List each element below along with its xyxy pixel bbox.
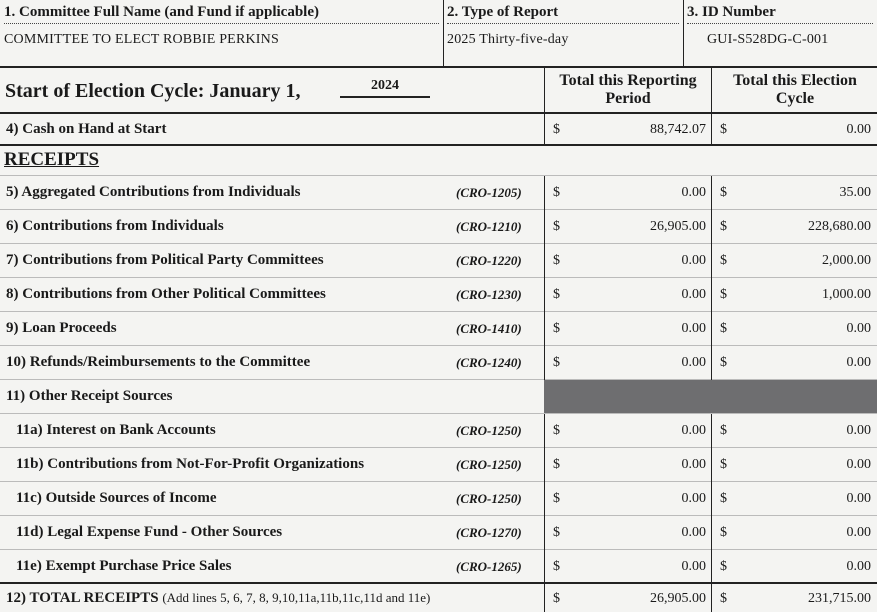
total-receipts-label: 12) TOTAL RECEIPTS bbox=[6, 590, 159, 606]
cycle-symbol: $ bbox=[720, 185, 727, 200]
period-symbol: $ bbox=[553, 321, 560, 336]
line-label: 11c) Outside Sources of Income bbox=[16, 490, 217, 506]
column-period-heading: Total this Reporting Period bbox=[559, 72, 697, 107]
receipt-line-row bbox=[0, 278, 877, 312]
cash-cycle-symbol: $ bbox=[720, 122, 727, 137]
line-label: 11d) Legal Expense Fund - Other Sources bbox=[16, 524, 283, 540]
line-label: 6) Contributions from Individuals bbox=[6, 218, 224, 234]
committee-name-cell bbox=[0, 0, 443, 68]
period-amount: 0.00 bbox=[681, 525, 706, 540]
cycle-amount: 0.00 bbox=[846, 423, 871, 438]
cycle-amount: 228,680.00 bbox=[808, 219, 871, 234]
total-receipts-label-wrap bbox=[6, 590, 430, 607]
cycle-symbol: $ bbox=[720, 321, 727, 336]
cycle-amount: 0.00 bbox=[846, 525, 871, 540]
line-label: 11e) Exempt Purchase Price Sales bbox=[16, 558, 232, 574]
cycle-amount: 0.00 bbox=[846, 355, 871, 370]
receipt-line-row bbox=[0, 516, 877, 550]
committee-name-label: 1. Committee Full Name (and Fund if applicable) bbox=[4, 4, 319, 20]
cycle-amount: 35.00 bbox=[839, 185, 871, 200]
receipt-line-row bbox=[0, 176, 877, 210]
period-amount: 0.00 bbox=[681, 287, 706, 302]
cycle-amount: 0.00 bbox=[846, 457, 871, 472]
cycle-symbol: $ bbox=[720, 559, 727, 574]
cro-code: (CRO-1410) bbox=[456, 321, 522, 336]
cycle-amount: 0.00 bbox=[846, 559, 871, 574]
cash-period-symbol: $ bbox=[553, 122, 560, 137]
id-number-cell bbox=[683, 0, 877, 68]
receipt-line-row bbox=[0, 550, 877, 584]
total-receipts-note: (Add lines 5, 6, 7, 8, 9,10,11a,11b,11c,11d and 11e) bbox=[162, 590, 431, 605]
receipts-title: RECEIPTS bbox=[4, 149, 100, 170]
period-symbol: $ bbox=[553, 491, 560, 506]
line-label: 11b) Contributions from Not-For-Profit Organizations bbox=[16, 456, 365, 472]
column-cycle-heading: Total this Election Cycle bbox=[733, 72, 857, 107]
cycle-amount: 0.00 bbox=[846, 321, 871, 336]
period-amount: 0.00 bbox=[681, 423, 706, 438]
form-header bbox=[0, 0, 877, 68]
period-amount: 0.00 bbox=[681, 559, 706, 574]
cro-code: (CRO-1210) bbox=[456, 219, 522, 234]
receipt-line-row bbox=[0, 244, 877, 278]
cycle-symbol: $ bbox=[720, 287, 727, 302]
period-amount: 0.00 bbox=[681, 355, 706, 370]
period-symbol: $ bbox=[553, 287, 560, 302]
cro-code: (CRO-1250) bbox=[456, 423, 522, 438]
period-amount: 0.00 bbox=[681, 321, 706, 336]
total-period-symbol: $ bbox=[553, 591, 560, 606]
period-symbol: $ bbox=[553, 423, 560, 438]
cro-code: (CRO-1270) bbox=[456, 525, 522, 540]
cash-cycle-amount: 0.00 bbox=[846, 122, 871, 137]
cycle-symbol: $ bbox=[720, 525, 727, 540]
cycle-symbol: $ bbox=[720, 423, 727, 438]
period-symbol: $ bbox=[553, 355, 560, 370]
period-amount: 0.00 bbox=[681, 491, 706, 506]
receipts-section bbox=[0, 146, 877, 176]
period-amount: 0.00 bbox=[681, 457, 706, 472]
cash-on-hand-label: 4) Cash on Hand at Start bbox=[6, 121, 167, 137]
line-label: 5) Aggregated Contributions from Individuals bbox=[6, 184, 301, 200]
id-number-value: GUI-S528DG-C-001 bbox=[707, 32, 829, 47]
line-label: 9) Loan Proceeds bbox=[6, 320, 117, 336]
cycle-amount: 0.00 bbox=[846, 491, 871, 506]
other-receipt-sources-row bbox=[0, 380, 877, 414]
period-amount: 26,905.00 bbox=[650, 219, 706, 234]
cycle-amount: 2,000.00 bbox=[822, 253, 871, 268]
cycle-symbol: $ bbox=[720, 491, 727, 506]
period-amount: 0.00 bbox=[681, 185, 706, 200]
cro-code: (CRO-1265) bbox=[456, 559, 522, 574]
cro-code: (CRO-1220) bbox=[456, 253, 522, 268]
cro-code: (CRO-1250) bbox=[456, 457, 522, 472]
line-label: 8) Contributions from Other Political Committees bbox=[6, 286, 326, 302]
line-label: 7) Contributions from Political Party Committees bbox=[6, 252, 324, 268]
cycle-symbol: $ bbox=[720, 219, 727, 234]
report-type-label: 2. Type of Report bbox=[447, 4, 559, 20]
total-receipts-row bbox=[0, 582, 877, 612]
receipt-line-row bbox=[0, 482, 877, 516]
total-period-amount: 26,905.00 bbox=[650, 591, 706, 606]
line-label: 11a) Interest on Bank Accounts bbox=[16, 422, 216, 438]
line-label: 10) Refunds/Reimbursements to the Committee bbox=[6, 354, 311, 370]
period-amount: 0.00 bbox=[681, 253, 706, 268]
cycle-symbol: $ bbox=[720, 457, 727, 472]
cycle-title: Start of Election Cycle: January 1, bbox=[5, 80, 301, 102]
period-symbol: $ bbox=[553, 457, 560, 472]
other-receipt-sources-label: 11) Other Receipt Sources bbox=[6, 388, 173, 404]
cycle-symbol: $ bbox=[720, 355, 727, 370]
total-cycle-symbol: $ bbox=[720, 591, 727, 606]
cycle-amount: 1,000.00 bbox=[822, 287, 871, 302]
committee-name-value: COMMITTEE TO ELECT ROBBIE PERKINS bbox=[4, 32, 279, 47]
report-type-value: 2025 Thirty-five-day bbox=[447, 32, 569, 47]
shaded-cell bbox=[544, 380, 877, 413]
cro-code: (CRO-1205) bbox=[456, 185, 522, 200]
cycle-symbol: $ bbox=[720, 253, 727, 268]
period-symbol: $ bbox=[553, 559, 560, 574]
total-cycle-amount: 231,715.00 bbox=[808, 591, 871, 606]
cro-code: (CRO-1240) bbox=[456, 355, 522, 370]
period-symbol: $ bbox=[553, 185, 560, 200]
cash-period-amount: 88,742.07 bbox=[650, 122, 706, 137]
receipt-line-row bbox=[0, 346, 877, 380]
period-symbol: $ bbox=[553, 253, 560, 268]
cro-code: (CRO-1230) bbox=[456, 287, 522, 302]
report-type-cell bbox=[443, 0, 683, 68]
receipt-line-row bbox=[0, 210, 877, 244]
period-symbol: $ bbox=[553, 525, 560, 540]
cycle-year: 2024 bbox=[340, 78, 430, 98]
receipt-line-row bbox=[0, 312, 877, 346]
cycle-header bbox=[0, 68, 877, 114]
cash-on-hand-row bbox=[0, 114, 877, 146]
receipt-line-row bbox=[0, 448, 877, 482]
cro-code: (CRO-1250) bbox=[456, 491, 522, 506]
id-number-label: 3. ID Number bbox=[687, 4, 776, 20]
receipt-line-row bbox=[0, 414, 877, 448]
period-symbol: $ bbox=[553, 219, 560, 234]
